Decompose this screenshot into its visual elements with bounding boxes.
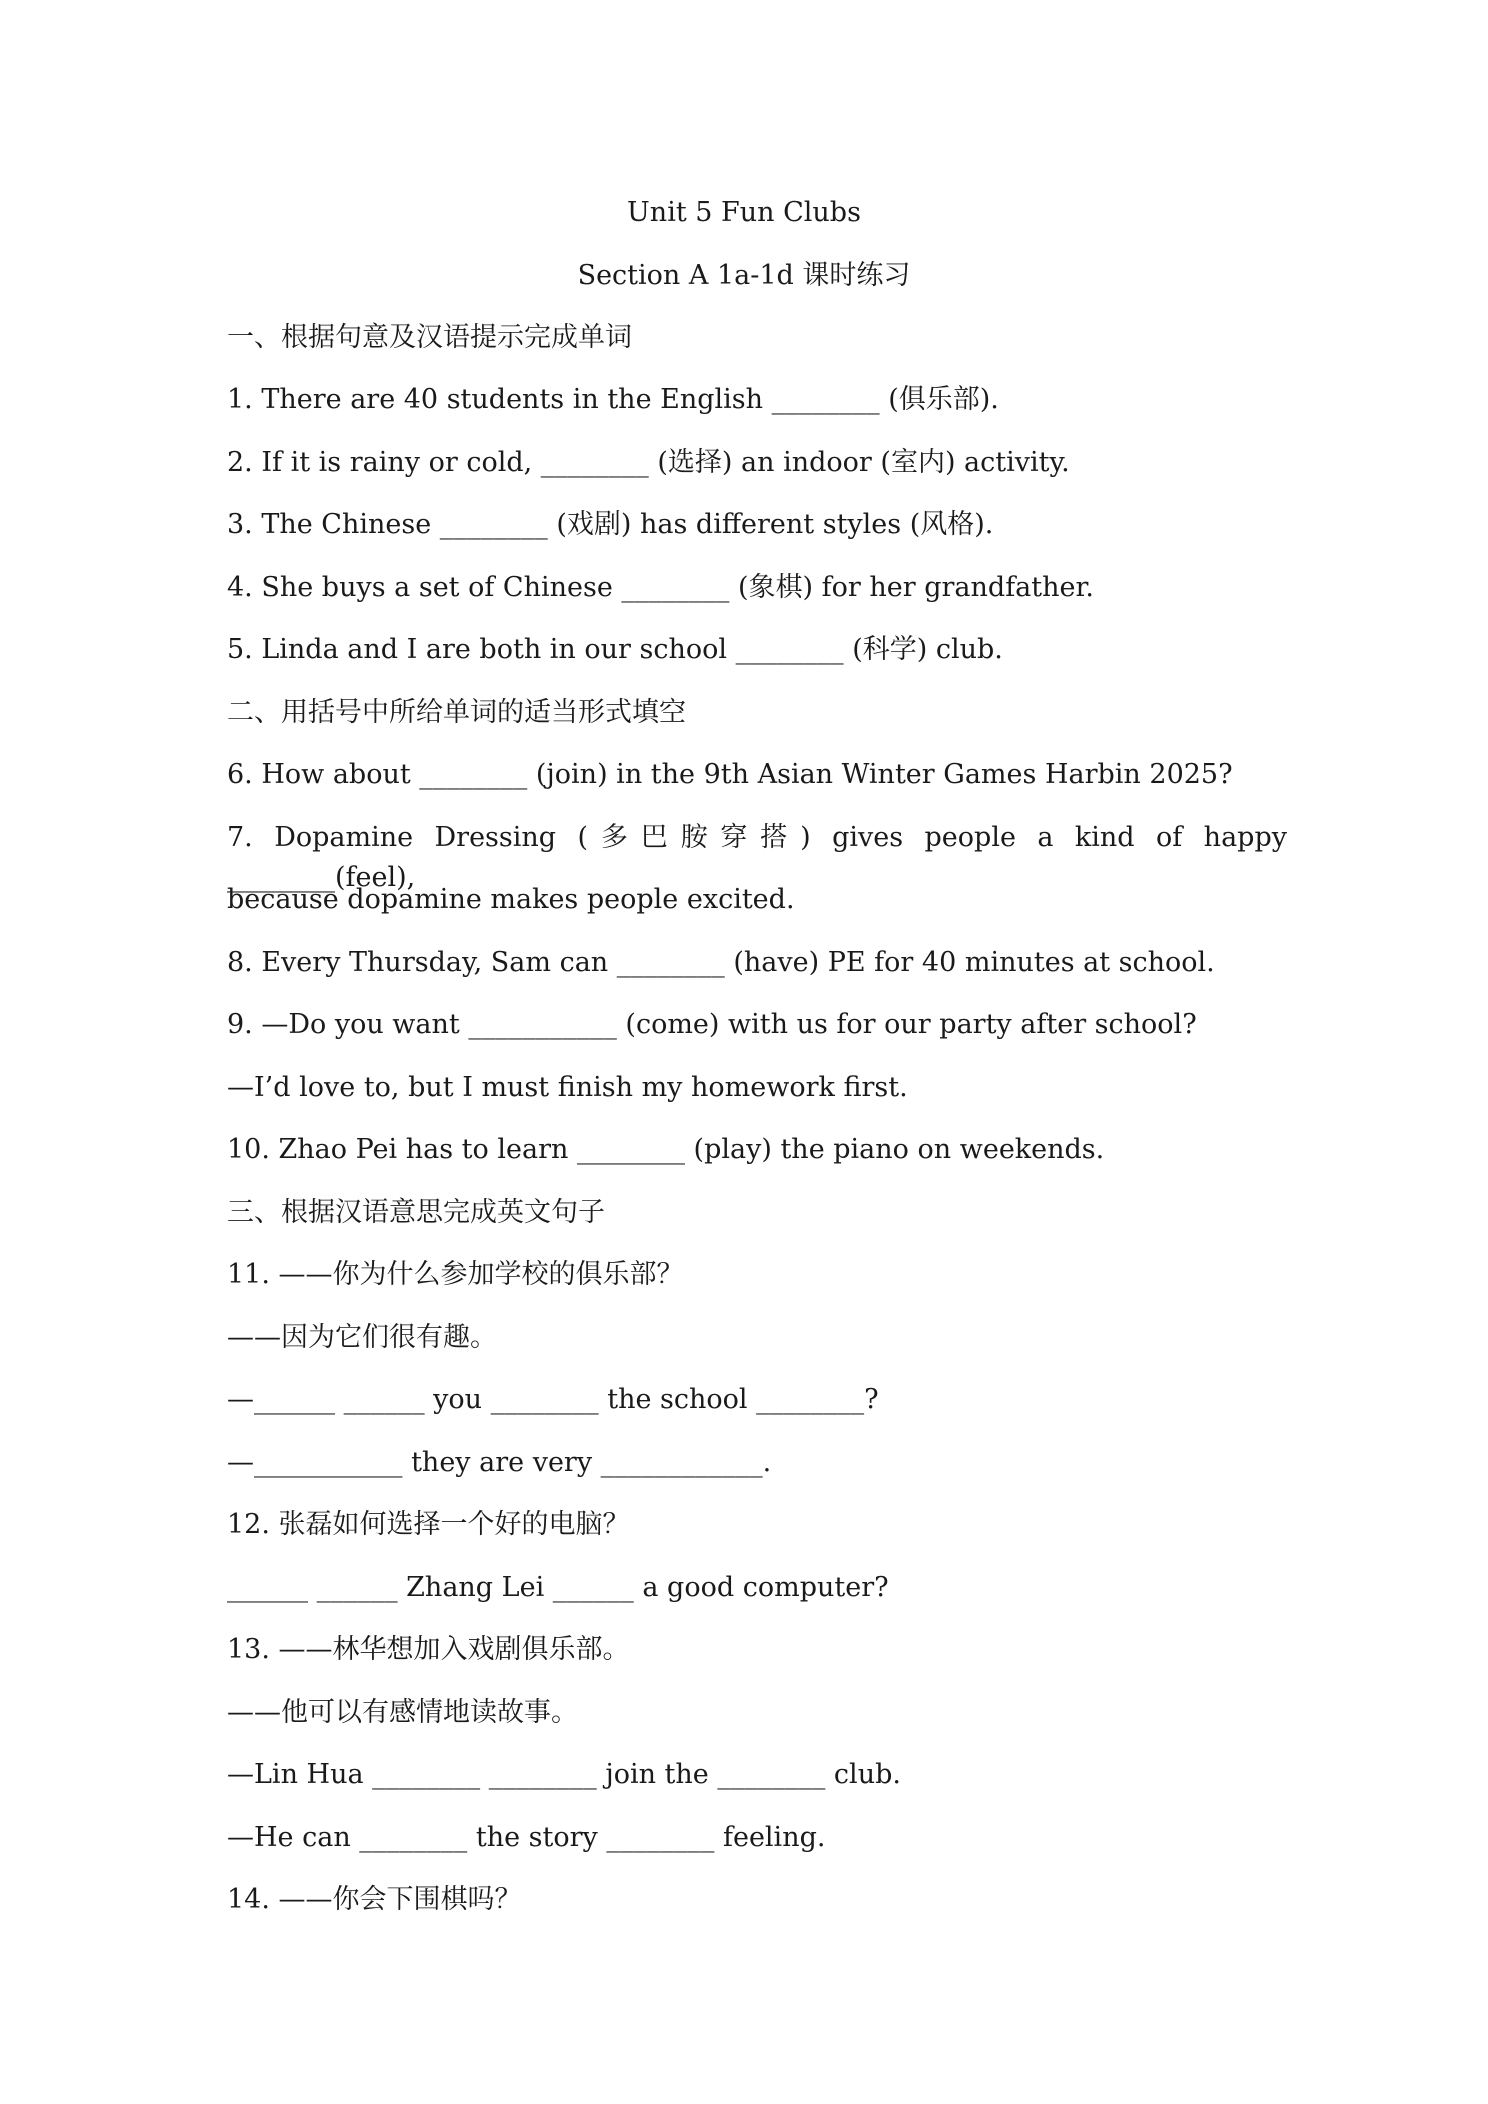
exercise-line: —___________ they are very ____________.: [227, 1447, 772, 1478]
exercise-line: 8. Every Thursday, Sam can ________ (have) PE for 40 minutes at school.: [227, 947, 1215, 978]
section-heading: 三、根据汉语意思完成英文句子: [227, 1197, 605, 1228]
exercise-line: —I’d love to, but I must finish my homework first.: [227, 1072, 908, 1103]
exercise-line: ——因为它们很有趣。: [227, 1322, 497, 1353]
exercise-line: 2. If it is rainy or cold, ________ (选择) an indoor (室内) activity.: [227, 447, 1070, 478]
exercise-line: because dopamine makes people excited.: [227, 884, 795, 915]
exercise-line: 6. How about ________ (join) in the 9th Asian Winter Games Harbin 2025?: [227, 759, 1233, 790]
section-heading: 二、用括号中所给单词的适当形式填空: [227, 697, 686, 728]
exercise-line: —______ ______ you ________ the school ________?: [227, 1384, 879, 1415]
exercise-line: —He can ________ the story ________ feeling.: [227, 1822, 826, 1853]
section-heading: 一、根据句意及汉语提示完成单词: [227, 322, 632, 353]
exercise-line: 3. The Chinese ________ (戏剧) has different styles (风格).: [227, 509, 994, 540]
exercise-line: 4. She buys a set of Chinese ________ (象棋) for her grandfather.: [227, 572, 1095, 603]
exercise-line: 7. Dopamine Dressing (多巴胺穿搭) gives people a kind of happy ________(feel),: [227, 822, 1287, 893]
worksheet-title: Unit 5 Fun Clubs: [627, 197, 861, 228]
exercise-line: 9. —Do you want ___________ (come) with us for our party after school?: [227, 1009, 1197, 1040]
exercise-line: ——他可以有感情地读故事。: [227, 1697, 578, 1728]
exercise-line: 10. Zhao Pei has to learn ________ (play) the piano on weekends.: [227, 1134, 1105, 1165]
exercise-line: 1. There are 40 students in the English ________ (俱乐部).: [227, 384, 999, 415]
exercise-line: 13. ——林华想加入戏剧俱乐部。: [227, 1634, 630, 1665]
exercise-line: 14. ——你会下围棋吗？: [227, 1884, 522, 1915]
exercise-line: —Lin Hua ________ ________ join the ________ club.: [227, 1759, 901, 1790]
exercise-line: ______ ______ Zhang Lei ______ a good computer?: [227, 1572, 889, 1603]
exercise-line: 11. ——你为什么参加学校的俱乐部？: [227, 1259, 684, 1290]
worksheet-subtitle: Section A 1a-1d 课时练习: [577, 260, 911, 291]
exercise-line: 5. Linda and I are both in our school ________ (科学) club.: [227, 634, 1003, 665]
exercise-line: 12. 张磊如何选择一个好的电脑？: [227, 1509, 630, 1540]
